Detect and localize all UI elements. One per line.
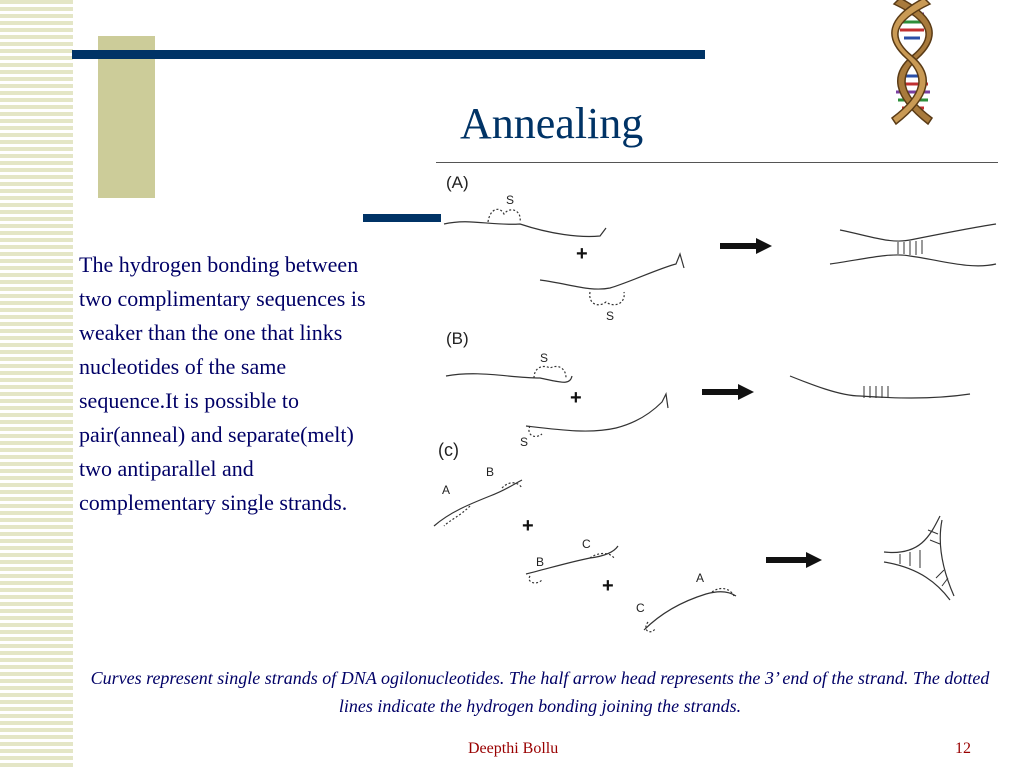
bond-a2 xyxy=(590,292,624,305)
arrowhead-b xyxy=(738,384,754,400)
strand-c3 xyxy=(644,592,736,630)
panel-c-label: (c) xyxy=(438,440,459,460)
strand-a1 xyxy=(444,222,606,237)
strand-label-b: B xyxy=(536,555,545,569)
plus-c1: + xyxy=(522,515,534,537)
decorative-tan-block xyxy=(98,36,155,198)
annealed-b xyxy=(790,376,970,398)
slide-title: Annealing xyxy=(460,99,644,148)
annealed-a-bonds xyxy=(898,240,922,255)
figure-caption: Curves represent single strands of DNA ogilonucleotides. The half arrow head represents the 3’ end of the strand. The dotted lines indicate the hydrogen bonding joining the strands. xyxy=(90,668,990,716)
bond-a1 xyxy=(488,209,520,222)
decorative-bar-top xyxy=(72,50,705,59)
plus-a: + xyxy=(576,243,588,265)
footer-author: Deepthi Bollu xyxy=(468,740,559,757)
strand-label-s: S xyxy=(506,193,515,207)
annealed-c xyxy=(884,516,954,600)
strand-label-c: C xyxy=(582,537,591,551)
strand-label-b: B xyxy=(486,465,495,479)
strand-b1 xyxy=(446,374,572,383)
strand-a2 xyxy=(540,254,684,289)
annealed-a-bottom xyxy=(830,255,996,266)
strand-label-c: C xyxy=(636,601,645,615)
dna-helix-icon xyxy=(872,0,952,140)
annealed-a-top xyxy=(840,224,996,241)
annealing-figure xyxy=(430,164,1000,642)
body-paragraph: The hydrogen bonding between two complimentary sequences is weaker than the one that links nucleotides of the same sequence.It is possible to pair(anneal) and separate(melt) two antiparallel and complementary single strands. xyxy=(79,252,366,515)
strand-b2 xyxy=(526,394,668,431)
plus-c2: + xyxy=(602,575,614,597)
bond-b1 xyxy=(534,366,566,378)
bond-c3 xyxy=(646,589,734,632)
plus-b: + xyxy=(570,387,582,409)
arrowhead-c xyxy=(806,552,822,568)
arrowhead-a xyxy=(756,238,772,254)
strand-label-a: A xyxy=(696,571,705,585)
title-rule xyxy=(436,162,998,163)
panel-a-label: (A) xyxy=(446,173,469,192)
strand-label-s: S xyxy=(606,309,615,323)
panel-b-label: (B) xyxy=(446,329,469,348)
strand-label-a: A xyxy=(442,483,451,497)
strand-label-s: S xyxy=(540,351,549,365)
page-number: 12 xyxy=(955,740,971,757)
bond-c1 xyxy=(444,483,522,526)
strand-label-s: S xyxy=(520,435,529,449)
decorative-stripes xyxy=(0,0,73,768)
